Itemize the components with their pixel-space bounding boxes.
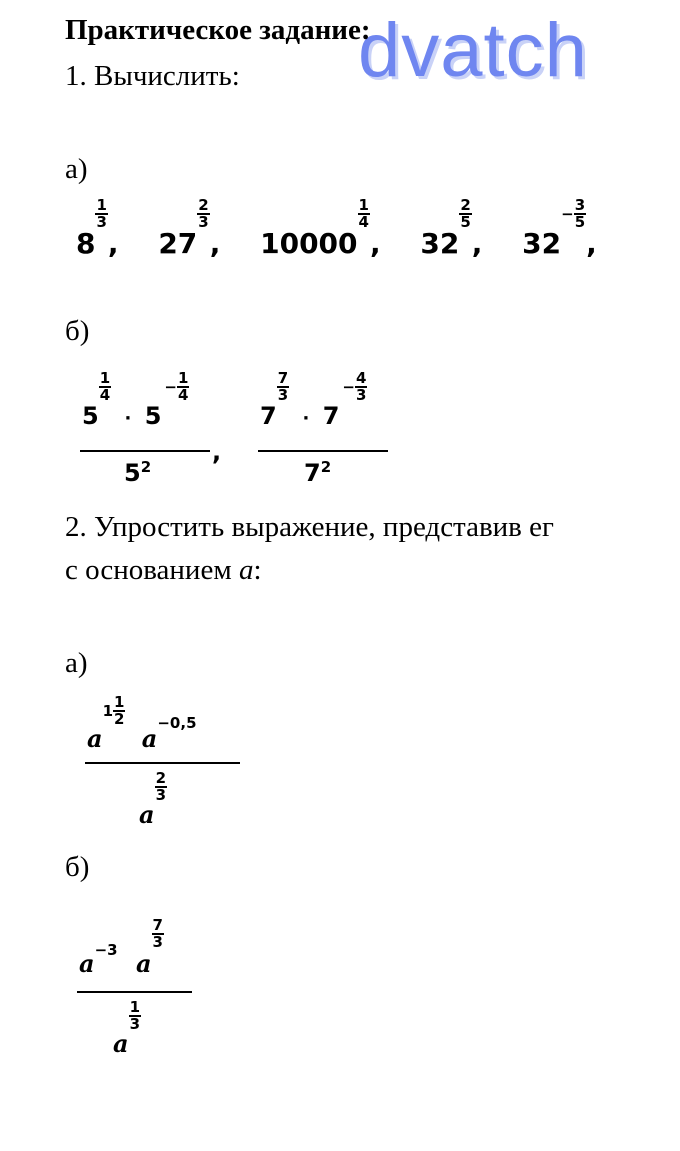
task2-heading-line2	[65, 553, 262, 587]
power-exponent: −3	[94, 941, 118, 959]
power-expression	[522, 196, 586, 260]
separator: ,	[209, 227, 221, 260]
exponent-fraction	[358, 196, 370, 231]
power-base: a	[139, 800, 155, 829]
exp-sign: −	[164, 378, 177, 396]
exponent-fraction	[197, 196, 209, 231]
fraction-bar	[85, 762, 240, 764]
separator: ,	[586, 227, 597, 260]
watermark: dvatch	[358, 8, 588, 93]
power-exponent: 2	[320, 458, 332, 476]
exp-num: 3	[574, 196, 586, 214]
heading-colon: :	[253, 554, 262, 586]
power-base: a	[113, 1029, 129, 1058]
heading-variable: a	[238, 554, 254, 586]
power-base: 10000	[260, 227, 358, 260]
exp-den: 3	[155, 786, 166, 804]
exp-num: 2	[198, 196, 209, 214]
power-base: 7	[260, 402, 277, 430]
heading-text: с основанием	[65, 554, 239, 586]
fraction-bar	[258, 450, 388, 452]
task1-part-a-label: а)	[65, 153, 88, 185]
exp-sign: −	[342, 378, 355, 396]
exp-den: 4	[358, 213, 369, 231]
exp-den: 3	[129, 1015, 140, 1033]
power-exponent: 2	[140, 458, 152, 476]
exponent-fraction	[95, 196, 107, 231]
power-expression	[76, 196, 108, 260]
power-expression	[420, 196, 471, 260]
exp-num: 4	[355, 369, 367, 387]
power-base: 27	[158, 227, 198, 260]
task1-part-b-fraction-1	[80, 369, 222, 492]
task1-part-b-label: б)	[65, 315, 90, 347]
power-base: a	[87, 724, 103, 753]
exp-den: 3	[152, 933, 163, 951]
exp-den: 3	[96, 213, 107, 231]
denominator	[139, 766, 167, 829]
power-base: 32	[420, 227, 460, 260]
denominator	[113, 995, 141, 1058]
separator: ,	[471, 227, 483, 260]
exp-num: 2	[155, 769, 166, 787]
task2-part-a-label: а)	[65, 647, 88, 679]
multiply-dot: ·	[302, 408, 310, 429]
power-expression	[158, 196, 209, 260]
exp-den: 4	[99, 386, 111, 404]
task2-heading-line1: 2. Упростить выражение, представив ег	[65, 511, 554, 543]
separator: ,	[107, 227, 119, 260]
numerator	[79, 915, 164, 978]
separator: ,	[369, 227, 381, 260]
exp-num: 1	[358, 196, 369, 214]
multiply-dot: ·	[124, 408, 132, 429]
numerator	[82, 369, 189, 430]
power-base: 5	[144, 402, 162, 430]
power-base: 5	[82, 402, 99, 430]
numerator	[87, 690, 197, 753]
exp-den: 5	[574, 213, 586, 231]
exp-den: 3	[198, 213, 209, 231]
exp-num: 1	[96, 196, 107, 214]
exp-num: 1	[129, 998, 140, 1016]
fraction-bar	[80, 450, 210, 452]
power-base: a	[79, 949, 95, 978]
exp-den: 3	[355, 386, 367, 404]
exponent	[561, 196, 586, 231]
exp-sign: −	[561, 205, 574, 223]
power-base: 32	[522, 227, 562, 260]
task1-part-a-expressions	[76, 196, 597, 260]
fraction-bar	[77, 991, 192, 993]
power-base: 8	[76, 227, 96, 260]
page-title: Практическое задание:	[65, 14, 371, 46]
power-base: 7	[322, 402, 340, 430]
power-base: a	[141, 724, 158, 753]
numerator	[260, 369, 367, 430]
exp-num: 2	[460, 196, 471, 214]
power-expression	[260, 196, 370, 260]
exp-den: 2	[114, 710, 125, 728]
denominator	[124, 458, 151, 487]
task2-part-b-label: б)	[65, 851, 90, 883]
task1-heading: 1. Вычислить:	[65, 60, 240, 92]
power-exponent: −0,5	[157, 714, 197, 732]
denominator	[304, 458, 331, 487]
exp-num: 1	[114, 693, 125, 711]
exp-num: 1	[177, 369, 189, 387]
exponent-fraction	[574, 196, 586, 231]
task2-part-a-fraction	[85, 690, 250, 840]
exp-num: 7	[152, 916, 163, 934]
power-base: a	[135, 949, 152, 978]
exponent-fraction	[459, 196, 471, 231]
exp-num: 7	[277, 369, 289, 387]
separator: ,	[212, 438, 222, 466]
task1-part-b-fraction-2	[258, 369, 393, 492]
power-base: 5	[124, 459, 141, 487]
exp-den: 3	[277, 386, 289, 404]
exp-den: 5	[460, 213, 471, 231]
power-base: 7	[304, 459, 321, 487]
exp-int: 1	[102, 702, 113, 720]
task2-part-b-fraction	[77, 915, 212, 1065]
exp-den: 4	[177, 386, 189, 404]
exp-num: 1	[99, 369, 111, 387]
